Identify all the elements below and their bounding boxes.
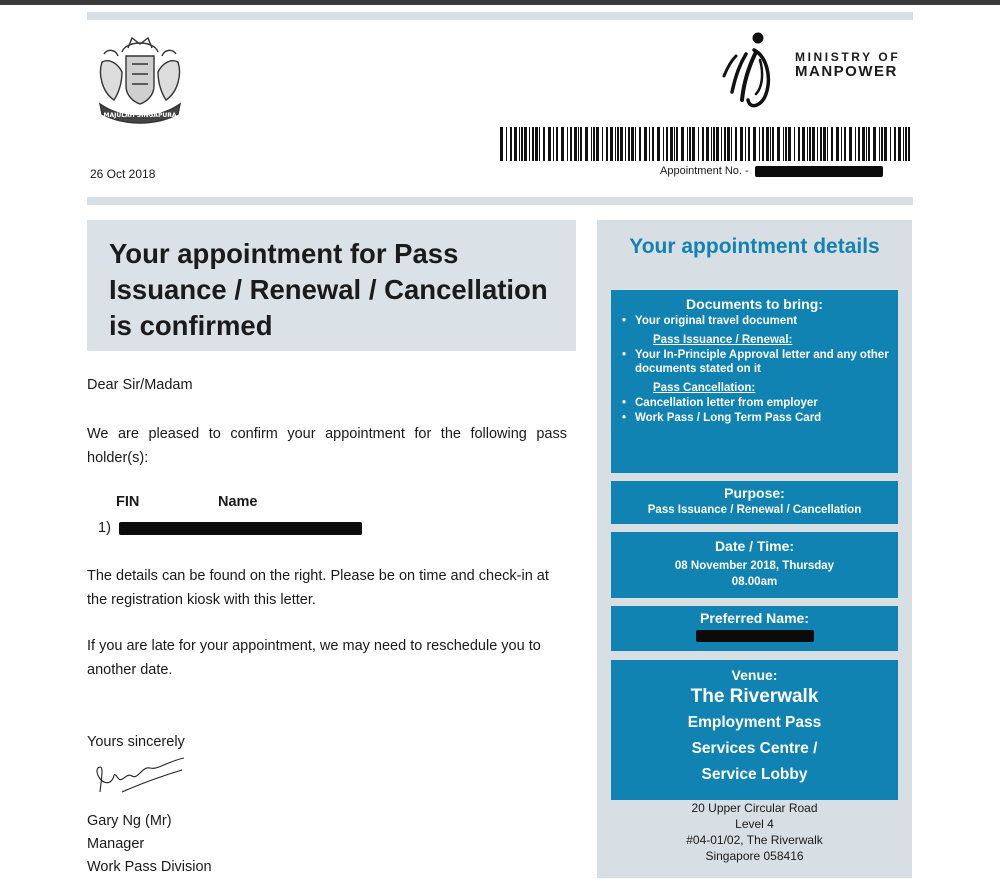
barcode-bar bbox=[681, 127, 684, 161]
barcode-bar bbox=[753, 127, 756, 161]
barcode-bar bbox=[762, 127, 764, 161]
barcode-bar bbox=[617, 127, 619, 161]
barcode-bar bbox=[676, 127, 678, 161]
fin-column-header: FIN bbox=[116, 494, 140, 510]
barcode-bar bbox=[802, 127, 805, 161]
late-paragraph: If you are late for your appointment, we may need to reschedule you to another date. bbox=[87, 638, 541, 678]
signature bbox=[92, 752, 188, 800]
address-line: 20 Upper Circular Road bbox=[691, 801, 818, 815]
barcode-bar bbox=[823, 127, 826, 161]
barcode-bar bbox=[727, 127, 730, 161]
barcode-bar bbox=[794, 127, 795, 161]
name-column-header: Name bbox=[218, 494, 258, 510]
barcode-bar bbox=[521, 127, 523, 161]
barcode-bar bbox=[759, 127, 760, 161]
signer-division: Work Pass Division bbox=[87, 859, 212, 875]
singapore-crest-icon bbox=[92, 34, 188, 126]
barcode-bar bbox=[506, 127, 507, 161]
barcode-bar bbox=[908, 127, 910, 161]
barcode-bar bbox=[567, 127, 568, 161]
appointment-time: 08.00am bbox=[731, 576, 778, 588]
barcode-bar bbox=[500, 127, 503, 161]
barcode-bar bbox=[610, 127, 613, 161]
barcode-bar bbox=[807, 127, 808, 161]
barcode-bar bbox=[548, 127, 551, 161]
barcode-bar bbox=[602, 127, 603, 161]
barcode-bar bbox=[731, 127, 732, 161]
issuance-documents-list bbox=[611, 348, 898, 376]
barcode-bar bbox=[574, 127, 577, 161]
barcode-bar bbox=[620, 127, 623, 161]
barcode-bar bbox=[772, 127, 774, 161]
barcode-bar bbox=[692, 127, 695, 161]
barcode-bar bbox=[606, 127, 608, 161]
barcode-bar bbox=[817, 127, 818, 161]
barcode-bar bbox=[689, 127, 691, 161]
address-line: Level 4 bbox=[735, 817, 774, 831]
barcode-bar bbox=[556, 127, 558, 161]
barcode-bar bbox=[770, 127, 771, 161]
barcode-bar bbox=[591, 127, 592, 161]
barcode-bar bbox=[879, 127, 880, 161]
barcode-bar bbox=[706, 127, 709, 161]
barcode-bar bbox=[687, 127, 688, 161]
barcode-bar bbox=[868, 127, 870, 161]
documents-box bbox=[611, 290, 898, 473]
barcode-bar bbox=[578, 127, 579, 161]
list-item: • Work Pass / Long Term Pass Card bbox=[635, 411, 898, 425]
intro-paragraph: We are pleased to confirm your appointment for the following pass holder(s): bbox=[87, 426, 567, 466]
list-item: • Your original travel document bbox=[635, 314, 898, 328]
datetime-box bbox=[611, 532, 898, 598]
closing: Yours sincerely bbox=[87, 734, 185, 750]
barcode-bar bbox=[657, 127, 660, 161]
barcode-bar bbox=[740, 127, 743, 161]
list-item: • Cancellation letter from employer bbox=[635, 396, 898, 410]
venue-name: The Riverwalk bbox=[690, 686, 819, 707]
general-documents-list bbox=[611, 314, 898, 328]
barcode-bar bbox=[698, 127, 699, 161]
barcode-bar bbox=[809, 127, 811, 161]
barcode-bar bbox=[702, 127, 704, 161]
header-band bbox=[87, 12, 913, 20]
barcode-bar bbox=[570, 127, 572, 161]
preferred-name-box bbox=[611, 606, 898, 651]
barcode-bar bbox=[862, 127, 865, 161]
barcode-bar bbox=[858, 127, 860, 161]
barcode-bar bbox=[535, 127, 538, 161]
barcode-bar bbox=[844, 127, 846, 161]
barcode-bar bbox=[721, 127, 722, 161]
purpose-value: Pass Issuance / Renewal / Cancellation bbox=[647, 504, 862, 516]
barcode-bar bbox=[748, 127, 750, 161]
ministry-wordmark bbox=[795, 51, 900, 79]
appointment-date: 08 November 2018, Thursday bbox=[674, 560, 835, 572]
barcode-bar bbox=[777, 127, 780, 161]
barcode-bar bbox=[663, 127, 664, 161]
appointment-number bbox=[660, 165, 883, 177]
venue-line1: Employment Pass bbox=[687, 714, 822, 731]
purpose-box bbox=[611, 481, 898, 524]
barcode-bar bbox=[532, 127, 534, 161]
barcode-bar bbox=[884, 127, 887, 161]
barcode-bar bbox=[812, 127, 815, 161]
venue-heading: Venue: bbox=[731, 667, 778, 683]
venue-line3: Service Lobby bbox=[701, 766, 808, 783]
redacted-appointment-number bbox=[755, 166, 883, 177]
barcode-bar bbox=[539, 127, 540, 161]
barcode-bar bbox=[873, 127, 876, 161]
barcode-bar bbox=[628, 127, 630, 161]
barcode-bar bbox=[836, 127, 839, 161]
barcode-bar bbox=[716, 127, 719, 161]
barcode-bar bbox=[820, 127, 822, 161]
venue-box bbox=[611, 660, 898, 800]
signer-name: Gary Ng (Mr) bbox=[87, 813, 172, 829]
barcode-bar bbox=[553, 127, 554, 161]
barcode-bar bbox=[903, 127, 904, 161]
barcode-bar bbox=[798, 127, 800, 161]
purpose-heading: Purpose: bbox=[724, 485, 785, 501]
list-item: • Your In-Principle Approval letter and any other documents stated on it bbox=[635, 348, 898, 376]
barcode-bar bbox=[785, 127, 787, 161]
barcode-bar bbox=[849, 127, 852, 161]
barcode-bar bbox=[713, 127, 715, 161]
barcode-bar bbox=[831, 127, 833, 161]
barcode-bar bbox=[788, 127, 791, 161]
barcode-bar bbox=[890, 127, 891, 161]
barcode-bar bbox=[649, 127, 650, 161]
barcode-bar bbox=[841, 127, 842, 161]
appointment-barcode bbox=[500, 127, 910, 161]
barcode-bar bbox=[543, 127, 545, 161]
barcode-bar bbox=[855, 127, 856, 161]
panel-title: Your appointment details bbox=[629, 235, 880, 258]
barcode-bar bbox=[898, 127, 901, 161]
barcode-bar bbox=[827, 127, 828, 161]
barcode-bar bbox=[881, 127, 883, 161]
documents-heading: Documents to bring: bbox=[686, 296, 823, 312]
barcode-bar bbox=[905, 127, 907, 161]
top-border bbox=[0, 0, 1000, 5]
row-index: 1) bbox=[98, 520, 111, 536]
barcode-bar bbox=[615, 127, 616, 161]
barcode-bar bbox=[625, 127, 626, 161]
barcode-bar bbox=[894, 127, 896, 161]
venue-line2: Services Centre / bbox=[691, 740, 818, 757]
barcode-bar bbox=[866, 127, 867, 161]
barcode-bar bbox=[674, 127, 675, 161]
mom-logo-icon bbox=[718, 30, 778, 114]
salutation: Dear Sir/Madam bbox=[87, 377, 193, 393]
barcode-bar bbox=[519, 127, 520, 161]
signer-title: Manager bbox=[87, 836, 145, 852]
preferred-name-heading: Preferred Name: bbox=[700, 610, 809, 626]
cancellation-subheading: Pass Cancellation: bbox=[653, 382, 756, 394]
barcode-bar bbox=[514, 127, 517, 161]
barcode-bar bbox=[635, 127, 636, 161]
barcode-bar bbox=[766, 127, 769, 161]
pass-holder-row bbox=[98, 516, 362, 540]
letter-date: 26 Oct 2018 bbox=[90, 167, 156, 181]
barcode-bar bbox=[666, 127, 668, 161]
address-line: Singapore 058416 bbox=[705, 849, 804, 863]
barcode-bar bbox=[639, 127, 641, 161]
appointment-details-panel bbox=[597, 220, 912, 878]
redacted-fin-name bbox=[119, 522, 362, 535]
issuance-subheading: Pass Issuance / Renewal: bbox=[653, 334, 793, 346]
crest-motto: MAJULAH SINGAPURA bbox=[103, 112, 177, 119]
barcode-bar bbox=[585, 127, 588, 161]
ministry-line2: MANPOWER bbox=[795, 62, 898, 80]
barcode-bar bbox=[735, 127, 737, 161]
barcode-bar bbox=[652, 127, 654, 161]
barcode-bar bbox=[745, 127, 746, 161]
barcode-bar bbox=[561, 127, 564, 161]
barcode-bar bbox=[631, 127, 634, 161]
page-title: Your appointment for Pass Issuance / Renewal / Cancellation is confirmed bbox=[87, 220, 576, 351]
ministry-line1: MINISTRY OF bbox=[795, 50, 901, 64]
venue-address bbox=[597, 800, 912, 864]
barcode-bar bbox=[510, 127, 512, 161]
barcode-bar bbox=[670, 127, 673, 161]
barcode-bar bbox=[580, 127, 582, 161]
divider-band bbox=[87, 197, 913, 205]
cancellation-documents-list bbox=[611, 396, 898, 425]
redacted-preferred-name bbox=[696, 630, 814, 642]
appointment-label: Appointment No. - bbox=[660, 165, 749, 177]
barcode-bar bbox=[524, 127, 527, 161]
address-line: #04-01/02, The Riverwalk bbox=[686, 833, 823, 847]
barcode-bar bbox=[783, 127, 784, 161]
barcode-bar bbox=[593, 127, 595, 161]
barcode-bar bbox=[529, 127, 530, 161]
barcode-bar bbox=[724, 127, 726, 161]
datetime-heading: Date / Time: bbox=[714, 538, 795, 554]
details-paragraph: The details can be found on the right. Please be on time and check-in at the registration kiosk with this letter. bbox=[87, 568, 549, 608]
barcode-bar bbox=[596, 127, 599, 161]
barcode-bar bbox=[644, 127, 647, 161]
barcode-bar bbox=[711, 127, 712, 161]
